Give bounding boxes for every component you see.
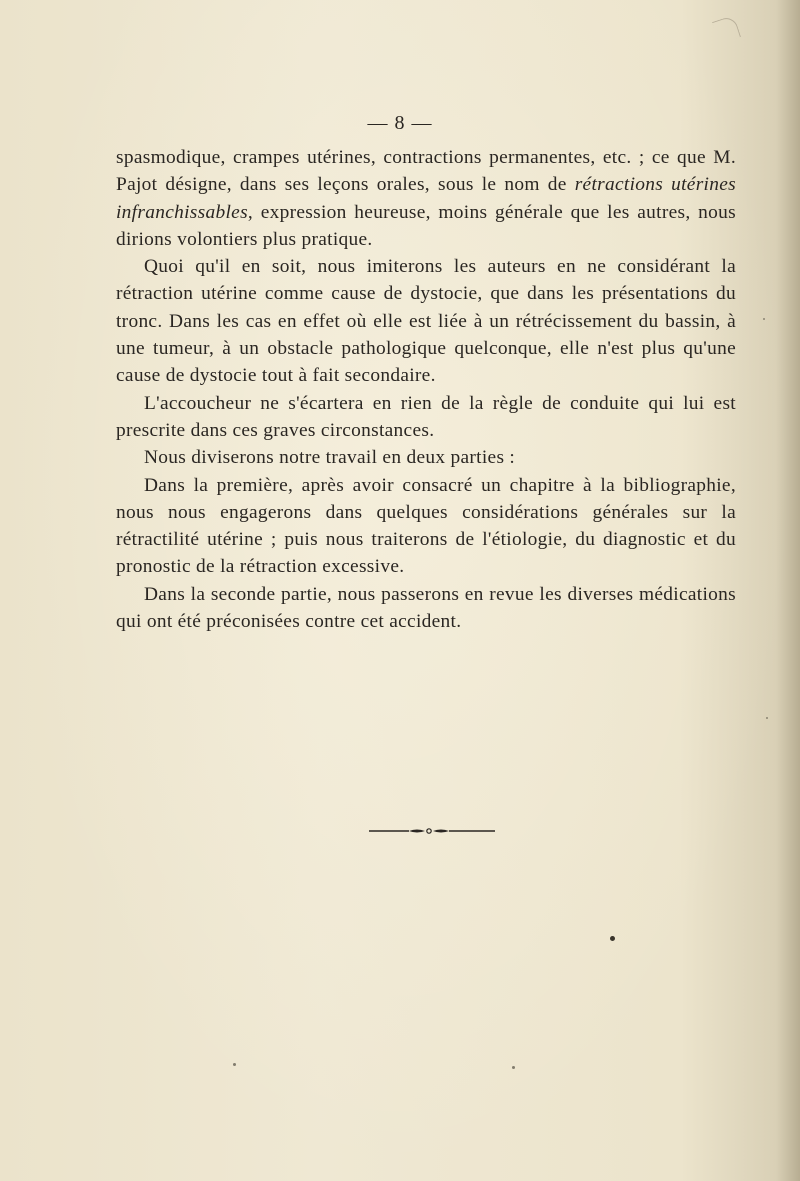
paragraph-text: Nous diviserons notre travail en deux parties : [144,447,516,469]
paragraph [116,253,736,389]
paragraph-text: spasmodique, crampes utérines, contractions permanentes, etc. ; ce que M. Pajot désigne, dans ses leçons orales, sous le nom de [116,147,736,196]
body-text [116,144,736,635]
paragraph [116,144,736,253]
paragraph-text: L'accoucheur ne s'écartera en rien de la règle de conduite qui lui est prescrite dans ces graves circonstances. [116,392,736,441]
paragraph [116,444,736,471]
paragraph-text: , expression heureuse, moins générale que les autres, nous dirions volontiers plus pratique. [116,201,736,250]
paragraph-text: Dans la première, après avoir consacré un chapitre à la bibliographie, nous nous engagerons dans quelques considérations générales sur la rétractilité utérine ; puis nous traiterons de l'étiologie, du diagnostic et du pronostic de la rétraction excessive. [116,474,736,578]
page-number: — 8 — [367,112,433,134]
paragraph-text: Dans la seconde partie, nous passerons en revue les diverses médications qui ont été préconisées contre cet accident. [116,583,736,633]
end-ornament-icon [369,828,495,834]
paragraph [116,581,736,636]
paragraph [116,390,736,445]
paragraph [116,472,736,581]
page-corner-mark [712,15,741,44]
paragraph-text: Quoi qu'il en soit, nous imiterons les auteurs en ne considérant la rétraction utérine comme cause de dystocie, que dans les présentations du tronc. Dans les cas en effet où elle est liée à un rétrécissement du bassin, à une tumeur, à un obstacle pathologique quelconque, elle n'est plus qu'une cause de dystocie tout à fait secondaire. [116,256,736,387]
italic-term: rétractions utérines infranchissables [116,174,736,223]
